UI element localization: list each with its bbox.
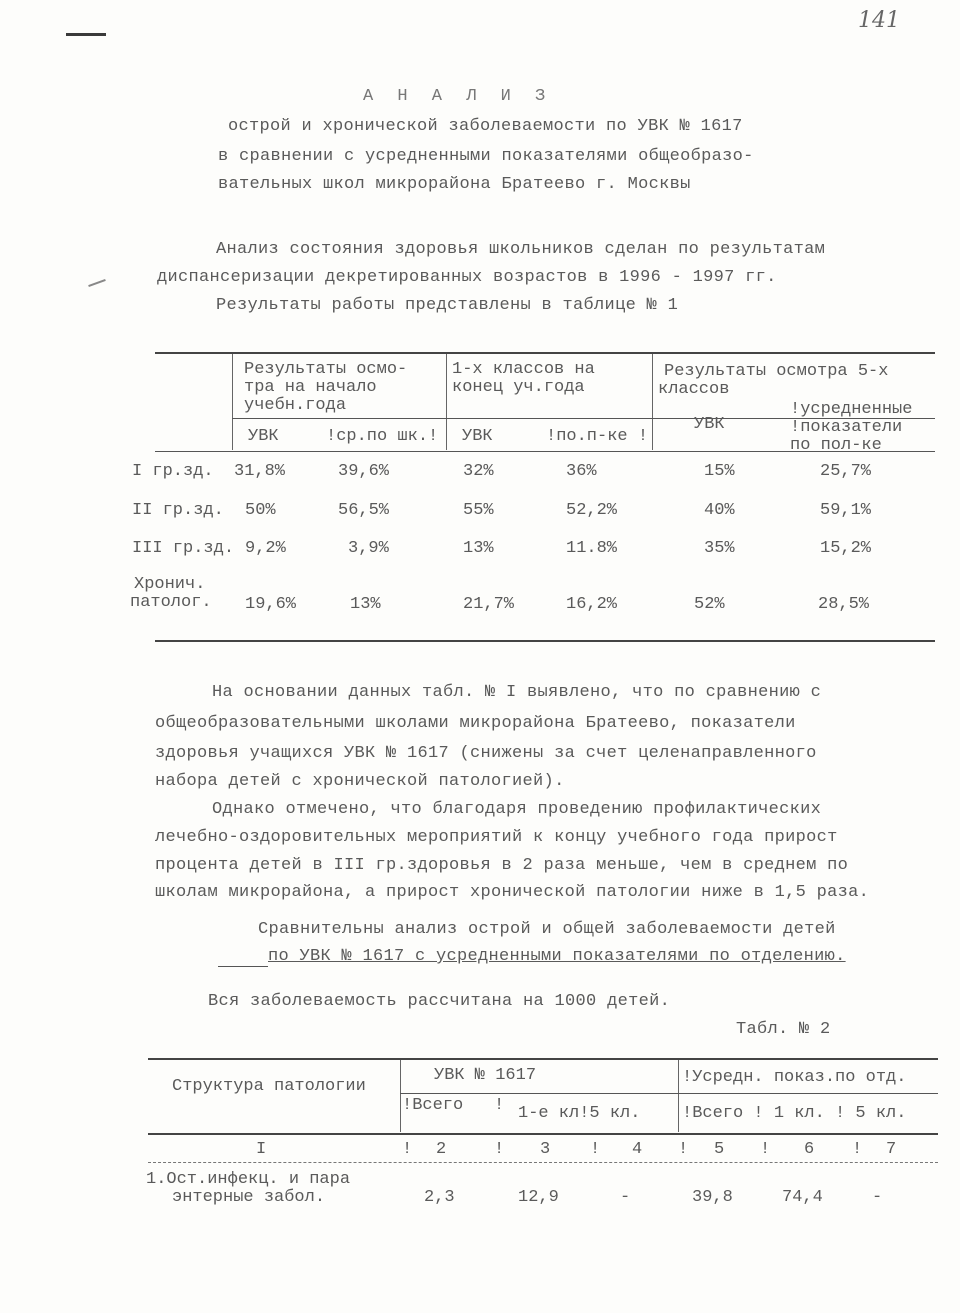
row1-value-2: 39,6% bbox=[338, 462, 390, 481]
table2-label: Табл. № 2 bbox=[736, 1020, 831, 1039]
document-title-word: А Н А Л И З bbox=[363, 87, 553, 106]
row4-value-3: 21,7% bbox=[463, 595, 515, 614]
section-title-line-1: Сравнительны анализ острой и общей заболеваемости детей bbox=[258, 920, 836, 939]
section-title-line-2: по УВК № 1617 с усредненными показателями по отделению. bbox=[268, 947, 846, 966]
table2-num-3: 3 bbox=[540, 1140, 551, 1159]
subheader-avg-polyclinic: !по.п-ке ! bbox=[546, 427, 649, 446]
row4-value-4: 16,2% bbox=[566, 595, 618, 614]
title-line-2: в сравнении с усредненными показателями общеобразо- bbox=[218, 147, 754, 166]
table2-num-5: 5 bbox=[714, 1140, 725, 1159]
body1-line-1: На основании данных табл. № I выявлено, что по сравнению с bbox=[212, 683, 822, 702]
row3-label: III гр.зд. bbox=[132, 539, 235, 558]
row4-value-2: 13% bbox=[350, 595, 381, 614]
row2-value-6: 59,1% bbox=[820, 501, 872, 520]
table2-sub-1-5: 1-е кл!5 кл. bbox=[518, 1104, 641, 1123]
table2-row1-value-2: 12,9 bbox=[518, 1188, 559, 1207]
subheader-uvk-1: УВК bbox=[248, 427, 279, 446]
row3-value-2: 3,9% bbox=[348, 539, 389, 558]
body2-line-1: Однако отмечено, что благодаря проведению профилактических bbox=[212, 800, 822, 819]
row2-value-1: 50% bbox=[245, 501, 276, 520]
table2-num-sep: ! bbox=[402, 1140, 413, 1159]
header-first-class-2: конец уч.года bbox=[452, 378, 585, 397]
header-start-year-3: учебн.года bbox=[244, 396, 347, 415]
table2-group-uvk: УВК № 1617 bbox=[434, 1066, 537, 1085]
table2-num-sep: ! bbox=[590, 1140, 601, 1159]
header-fifth-class-1: Результаты осмотра 5-х bbox=[664, 362, 889, 381]
table2-sub-divider: ! bbox=[494, 1096, 505, 1115]
subheader-avg-5-2: !показатели bbox=[790, 418, 903, 437]
row1-value-3: 32% bbox=[463, 462, 494, 481]
table2-sub-avg: !Всего ! 1 кл. ! 5 кл. bbox=[682, 1104, 907, 1123]
title-line-1: острой и хронической заболеваемости по УВК № 1617 bbox=[228, 117, 743, 136]
subheader-avg-5-3: по пол-ке bbox=[790, 436, 882, 455]
row4-value-6: 28,5% bbox=[818, 595, 870, 614]
table2-num-sep: ! bbox=[494, 1140, 505, 1159]
table2-num-sep: ! bbox=[760, 1140, 771, 1159]
intro-line-1: Анализ состояния здоровья школьников сделан по результатам bbox=[216, 240, 826, 259]
table2-row1-value-3: - bbox=[620, 1188, 631, 1207]
table2-sub-vsego-1: !Всего bbox=[402, 1096, 464, 1115]
header-first-class-1: 1-х классов на bbox=[452, 360, 595, 379]
row2-label: II гр.зд. bbox=[132, 501, 224, 520]
table2-row1-value-6: - bbox=[872, 1188, 883, 1207]
table2-col-structure: Структура патологии bbox=[172, 1077, 366, 1096]
row1-value-6: 25,7% bbox=[820, 462, 872, 481]
table1-bottom-rule bbox=[155, 640, 935, 642]
subheader-avg-school: !ср.по шк.! bbox=[326, 427, 439, 446]
subheader-uvk-2: УВК bbox=[462, 427, 493, 446]
table2-row1-label-2: энтерные забол. bbox=[172, 1188, 326, 1207]
header-start-year-2: тра на начало bbox=[244, 378, 377, 397]
header-start-year-1: Результаты осмо- bbox=[244, 360, 408, 379]
row3-value-3: 13% bbox=[463, 539, 494, 558]
table2-group-avg: !Усредн. показ.по отд. bbox=[682, 1068, 907, 1087]
table2-num-6: 6 bbox=[804, 1140, 815, 1159]
row4-label-2: патолог. bbox=[130, 593, 212, 612]
table2-row1-label-1: 1.Ост.инфекц. и пара bbox=[146, 1170, 351, 1189]
table2-num-2: 2 bbox=[436, 1140, 447, 1159]
table2-num-7: 7 bbox=[886, 1140, 897, 1159]
row1-label: I гр.зд. bbox=[132, 462, 214, 481]
body1-line-3: здоровья учащихся УВК № 1617 (снижены за счет целенаправленного bbox=[155, 744, 817, 763]
table2-top-rule bbox=[148, 1058, 938, 1060]
row4-value-5: 52% bbox=[694, 595, 725, 614]
intro-line-2: диспансеризации декретированных возрастов в 1996 - 1997 гг. bbox=[157, 268, 777, 287]
table2-num-4: 4 bbox=[632, 1140, 643, 1159]
title-line-3: вательных школ микрорайона Братеево г. Москвы bbox=[218, 175, 691, 194]
row3-value-4: 11.8% bbox=[566, 539, 618, 558]
row1-value-4: 36% bbox=[566, 462, 597, 481]
body2-line-4: школам микрорайона, а прирост хронической патологии ниже в 1,5 раза. bbox=[155, 883, 870, 902]
row2-value-3: 55% bbox=[463, 501, 494, 520]
body1-line-4: набора детей с хронической патологией). bbox=[155, 772, 565, 791]
margin-pencil-mark bbox=[88, 279, 106, 287]
row3-value-5: 35% bbox=[704, 539, 735, 558]
row4-label-1: Хронич. bbox=[134, 575, 206, 594]
table1-top-rule bbox=[155, 352, 935, 354]
subheader-uvk-3: УВК bbox=[694, 415, 725, 434]
row3-value-1: 9,2% bbox=[245, 539, 286, 558]
table2-num-sep: ! bbox=[852, 1140, 863, 1159]
body2-line-2: лечебно-оздоровительных мероприятий к концу учебного года прирост bbox=[155, 828, 838, 847]
page-number: 141 bbox=[858, 8, 900, 33]
subheader-avg-5-1: !усредненные bbox=[790, 400, 913, 419]
row4-value-1: 19,6% bbox=[245, 595, 297, 614]
body1-line-2: общеобразовательными школами микрорайона Братеево, показатели bbox=[155, 714, 796, 733]
note-per-1000: Вся заболеваемость рассчитана на 1000 детей. bbox=[208, 992, 671, 1011]
intro-line-3: Результаты работы представлены в таблице № 1 bbox=[216, 296, 679, 315]
table2-num-sep: ! bbox=[678, 1140, 689, 1159]
row2-value-2: 56,5% bbox=[338, 501, 390, 520]
row3-value-6: 15,2% bbox=[820, 539, 872, 558]
row2-value-5: 40% bbox=[704, 501, 735, 520]
top-left-dash-mark bbox=[66, 33, 106, 36]
body2-line-3: процента детей в III гр.здоровья в 2 раза меньше, чем в среднем по bbox=[155, 856, 849, 875]
table2-num-1: I bbox=[256, 1140, 267, 1159]
table2-row1-value-4: 39,8 bbox=[692, 1188, 733, 1207]
header-fifth-class-2: классов bbox=[658, 380, 730, 399]
row1-value-5: 15% bbox=[704, 462, 735, 481]
table2-row1-value-1: 2,3 bbox=[424, 1188, 455, 1207]
table2-row1-value-5: 74,4 bbox=[782, 1188, 823, 1207]
row1-value-1: 31,8% bbox=[234, 462, 286, 481]
row2-value-4: 52,2% bbox=[566, 501, 618, 520]
